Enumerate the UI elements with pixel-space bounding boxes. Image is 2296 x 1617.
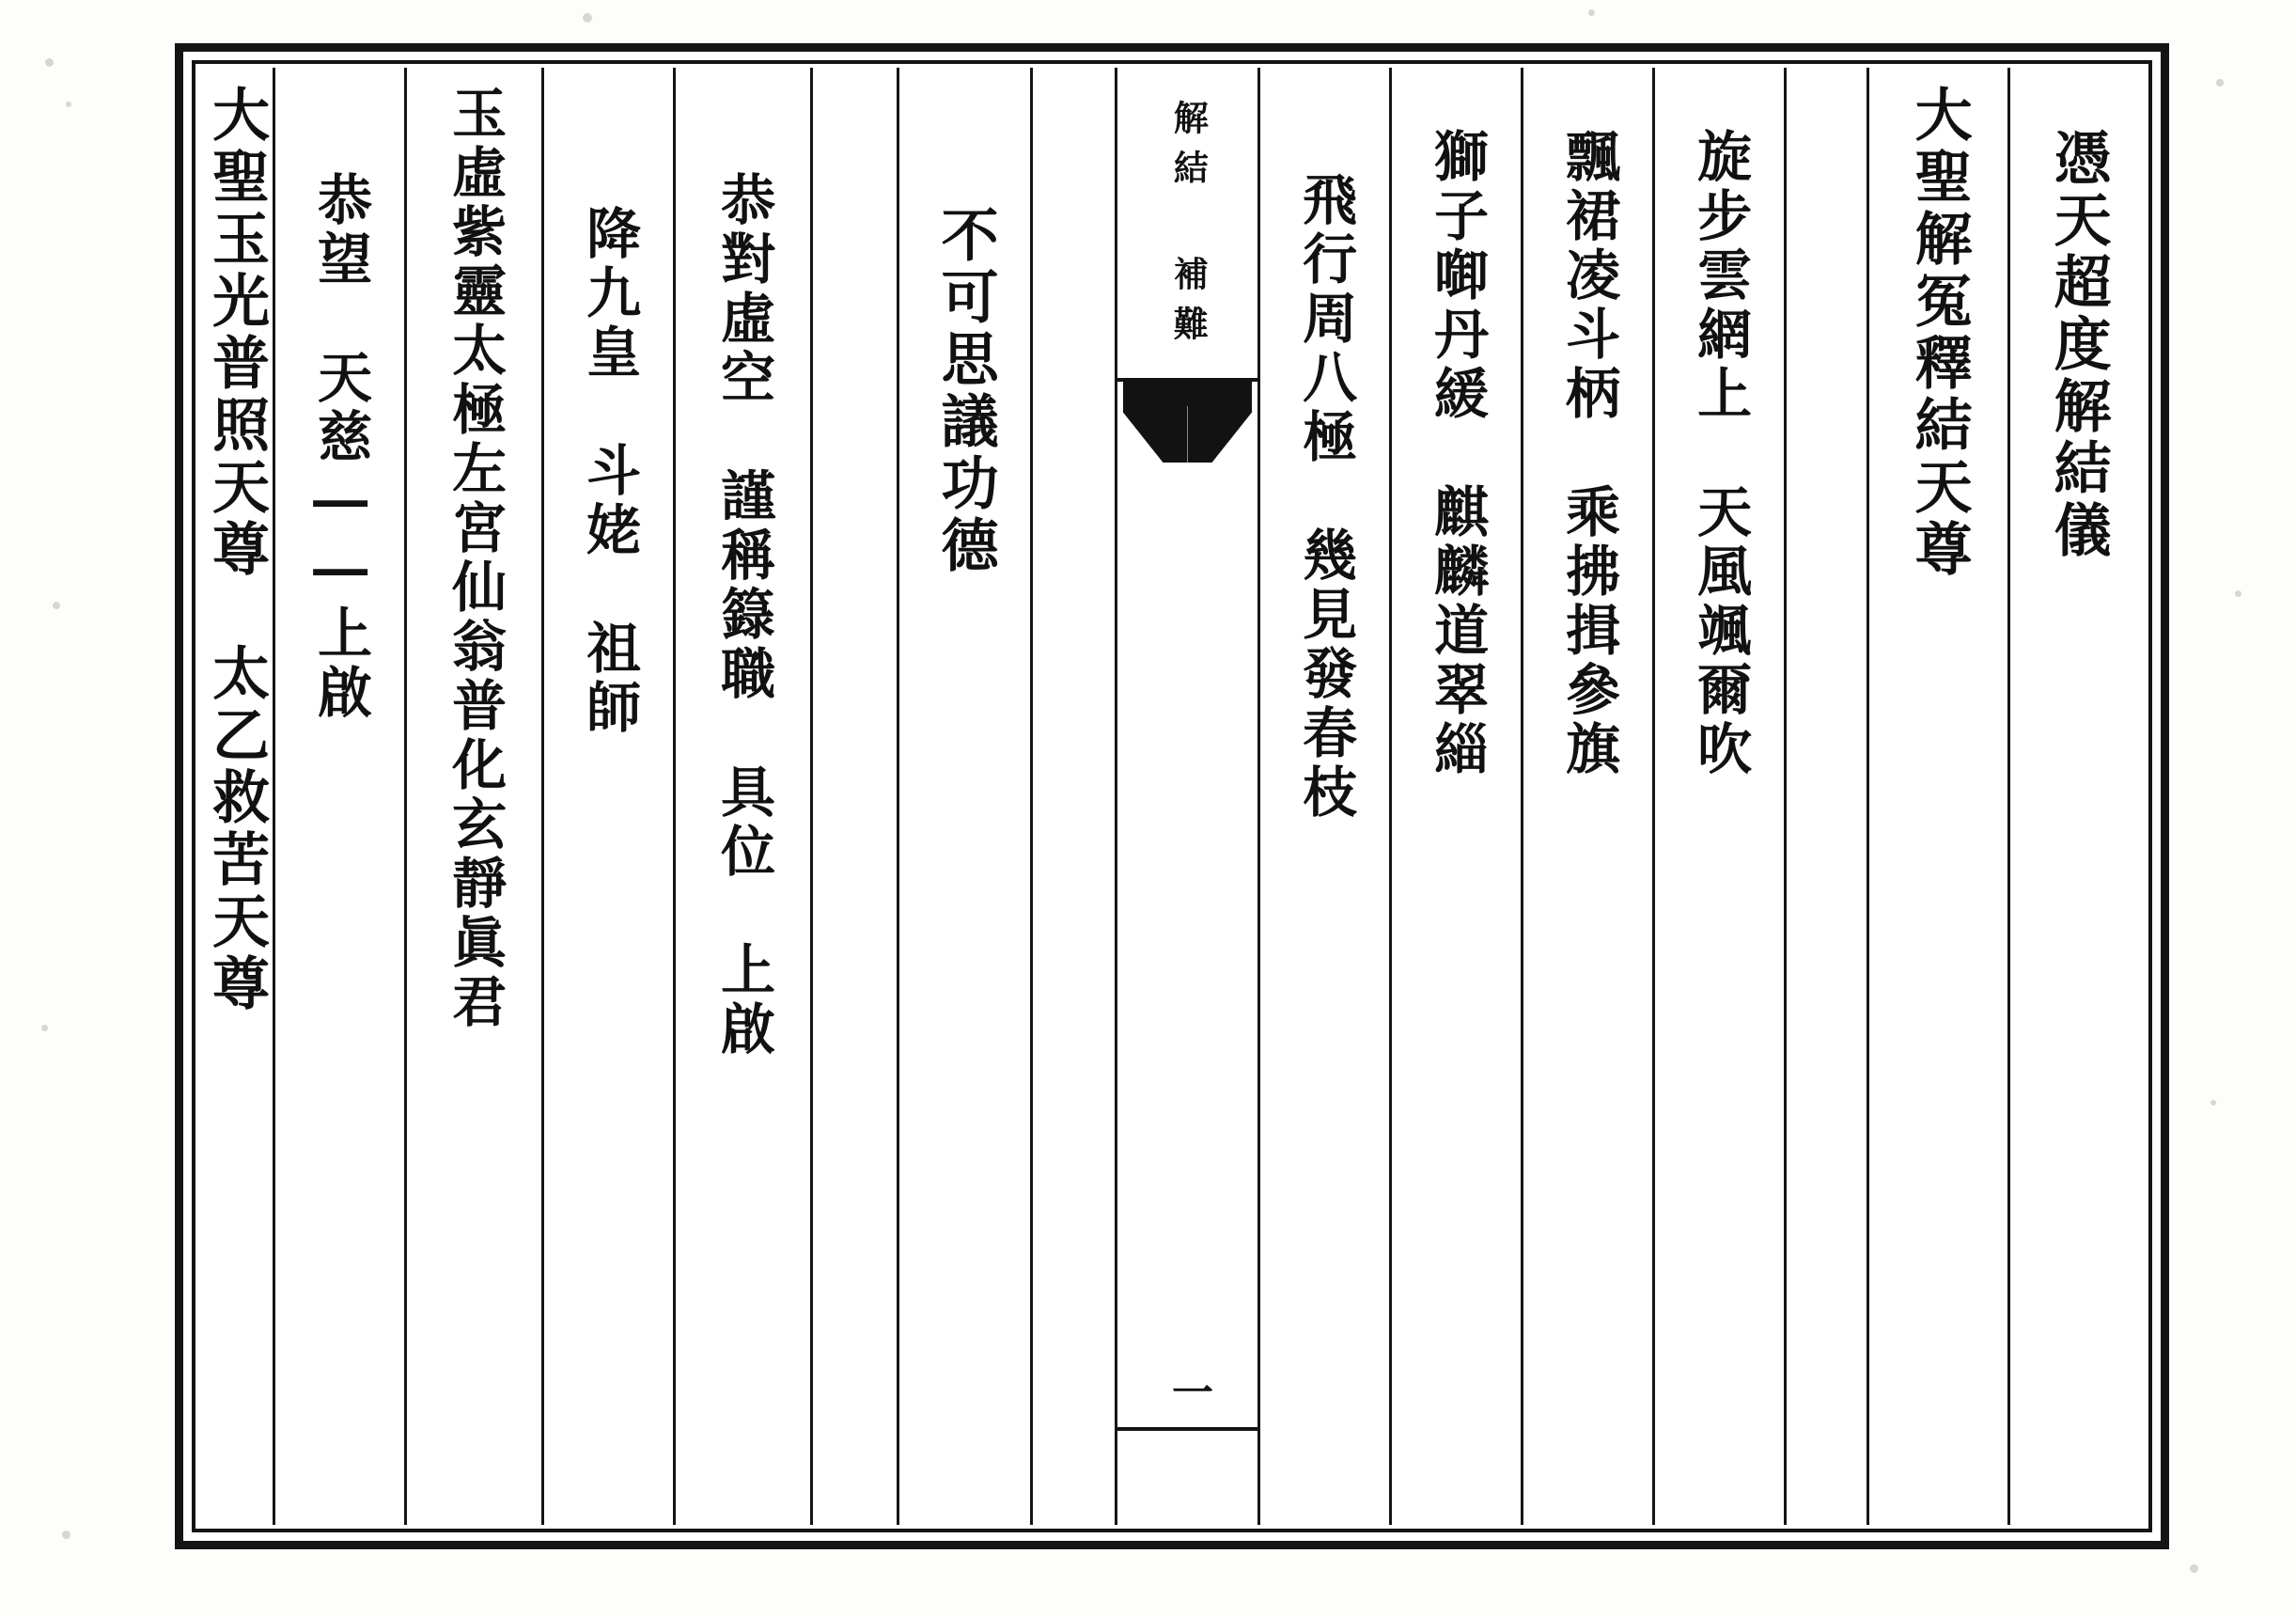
text-column: [199, 68, 273, 1525]
column-text: 玉虛紫靈太極左宮仙翁普化玄靜眞君: [443, 85, 508, 1032]
column-text: 恭對虛空 謹稱籙職 具位 上啟: [711, 171, 776, 1060]
page-border-outer: [175, 43, 2169, 1549]
scan-speckle: [2210, 1100, 2216, 1106]
scan-speckle: [2216, 79, 2224, 86]
text-column: [273, 68, 404, 1525]
scan-speckle: [2235, 590, 2241, 597]
fishtail-wing-left: [1123, 404, 1188, 463]
text-column: [673, 68, 810, 1525]
text-column: [541, 68, 673, 1525]
text-column: [1866, 68, 2007, 1525]
column-text: 旋步雲網上 天風颯爾吹: [1688, 128, 1753, 779]
scan-speckle: [41, 1025, 48, 1031]
banxin-page-number-wrap: [1117, 1371, 1257, 1412]
column-text: 大聖解冤釋結天尊: [1905, 85, 1973, 581]
scan-speckle: [2190, 1564, 2198, 1573]
fishtail-bar: [1123, 378, 1252, 406]
scan-speckle: [66, 102, 71, 107]
text-column-grid: [199, 68, 2145, 1525]
scan-speckle: [62, 1531, 70, 1539]
scan-speckle: [53, 602, 60, 609]
column-text: 恭望 天慈――上啟: [308, 171, 373, 723]
text-column: [897, 68, 1030, 1525]
column-text: 不可思議功德: [931, 205, 999, 577]
text-column-blank: [810, 68, 897, 1525]
text-column: [2007, 68, 2145, 1525]
scan-speckle: [583, 13, 592, 23]
banxin-page-number: 一: [1164, 1371, 1212, 1412]
text-column: [1257, 68, 1389, 1525]
column-text: 憑天超度解結儀: [2044, 128, 2112, 562]
text-column-blank: [1784, 68, 1866, 1525]
text-column: [1652, 68, 1784, 1525]
fishtail-wing-right: [1188, 404, 1253, 463]
text-column: [1389, 68, 1521, 1525]
text-column: [404, 68, 541, 1525]
column-text: 飛行周八極 幾見發春枝: [1293, 171, 1358, 823]
scan-speckle: [1588, 9, 1595, 16]
text-column-blank: [1030, 68, 1115, 1525]
fishtail-mark-icon: [1123, 378, 1252, 464]
banxin-title-wrap: [1117, 100, 1257, 355]
scan-speckle: [45, 58, 54, 67]
column-text: 飄裙凌斗柄 乘拂揖參旗: [1556, 128, 1621, 779]
banxin-rule-bottom: [1117, 1427, 1257, 1431]
column-text: 降九皇 斗姥 祖師: [577, 205, 642, 738]
column-text: 大聖玉光普照天尊 太乙救苦天尊: [203, 85, 271, 1015]
center-fishtail-column: [1115, 68, 1257, 1525]
page-border-inner: [192, 60, 2152, 1532]
column-text: 獅子啣丹緩 麒麟道翠緇: [1425, 128, 1490, 779]
text-column: [1521, 68, 1652, 1525]
banxin-title: 解結 補難: [1167, 100, 1210, 355]
